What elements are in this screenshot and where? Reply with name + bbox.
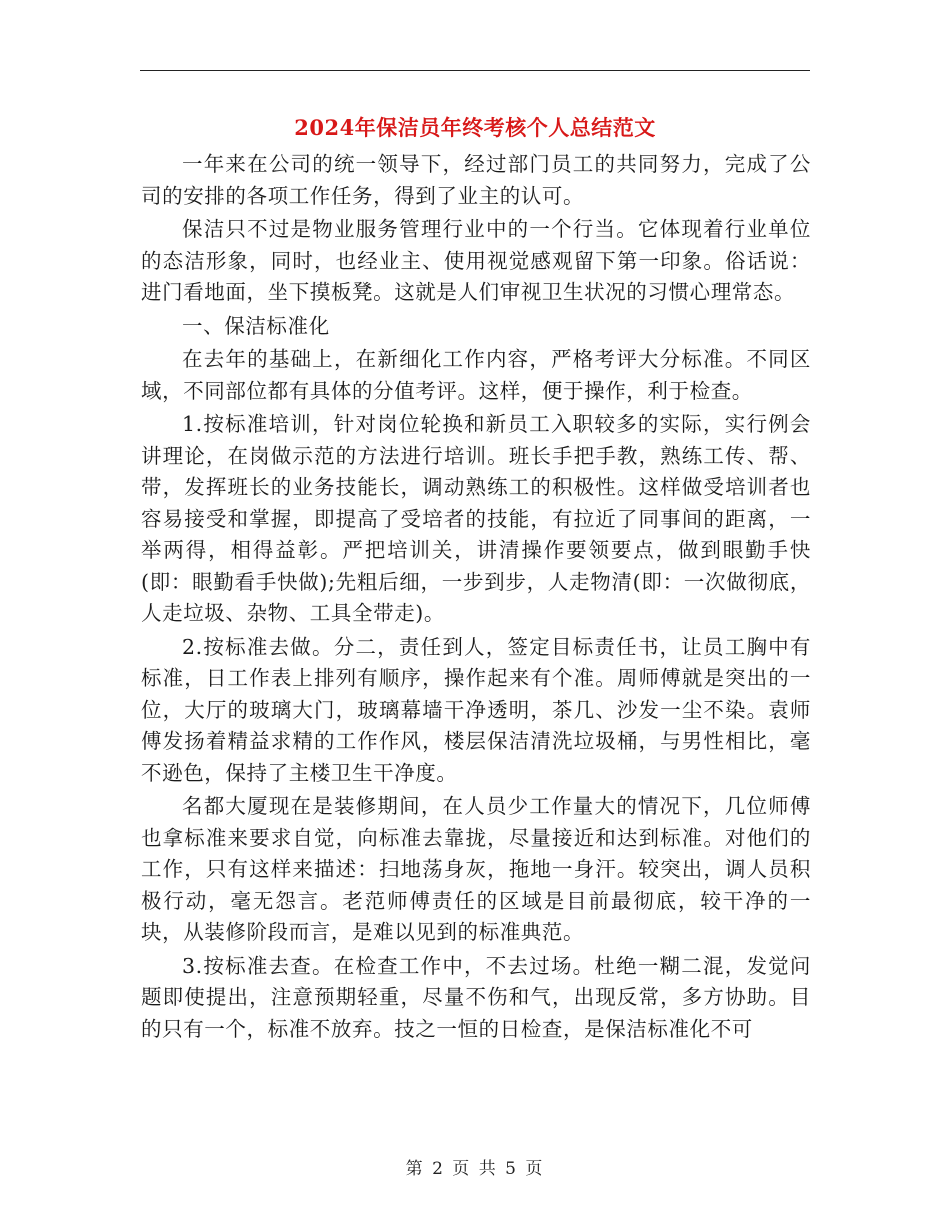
- paragraph-training: 1.按标准培训，针对岗位轮换和新员工入职较多的实际，实行例会讲理论，在岗做示范的方法进行培训。班长手把手教，熟练工传、帮、带，发挥班长的业务技能长，调动熟练工的积极性。这样做受培训者也容易接受和掌握，即提高了受培者的技能，有拉近了同事间的距离，一举两得，相得益彰。严把培训关，讲清操作要领要点，做到眼勤手快(即：眼勤看手快做);先粗后细，一步到步，人走物清(即：一次做彻底，人走垃圾、杂物、工具全带走)。: [141, 412, 811, 625]
- paragraph-intro: 一年来在公司的统一领导下，经过部门员工的共同努力，完成了公司的安排的各项工作任务，得到了业主的认可。: [141, 152, 811, 208]
- paragraph-inspection: 3.按标准去查。在检查工作中，不去过场。杜绝一糊二混，发觉问题即使提出，注意预期轻重，尽量不伤和气，出现反常，多方协助。目的只有一个，标准不放弃。技之一恒的日检查，是保洁标准化不可: [141, 953, 811, 1041]
- document-body: [141, 149, 811, 1047]
- page-number: 第 2 页 共 5 页: [405, 1159, 545, 1179]
- paragraph-execution: 2.按标准去做。分二，责任到人，签定目标责任书，让员工胸中有标准，日工作表上排列有顺序，操作起来有个准。周师傅就是突出的一位，大厅的玻璃大门，玻璃幕墙干净透明，茶几、沙发一尘不染。袁师傅发扬着精益求精的工作作风，楼层保洁清洗垃圾桶，与男性相比，毫不逊色，保持了主楼卫生干净度。: [141, 634, 811, 785]
- header-rule: [140, 70, 810, 71]
- paragraph-standard: 在去年的基础上，在新细化工作内容，严格考评大分标准。不同区域，不同部位都有具体的分值考评。这样，便于操作，利于检查。: [141, 347, 811, 403]
- paragraph-mingdu: 名都大厦现在是装修期间，在人员少工作量大的情况下，几位师傅也拿标准来要求自觉，向标准去靠拢，尽量接近和达到标准。对他们的工作，只有这样来描述：扫地荡身灰，拖地一身汗。较突出，调人员积极行动，毫无怨言。老范师傅责任的区域是目前最彻底，较干净的一块，从装修阶段而言，是难以见到的标准典范。: [141, 794, 811, 944]
- document-title: 2024年保洁员年终考核个人总结范文: [294, 115, 656, 140]
- section-heading: 一、保洁标准化: [182, 313, 330, 338]
- paragraph-overview: 保洁只不过是物业服务管理行业中的一个行当。它体现着行业单位的态洁形象，同时，也经业主、使用视觉感观留下第一印象。俗话说：进门看地面，坐下摸板凳。这就是人们审视卫生状况的习惯心理常态。: [141, 217, 811, 304]
